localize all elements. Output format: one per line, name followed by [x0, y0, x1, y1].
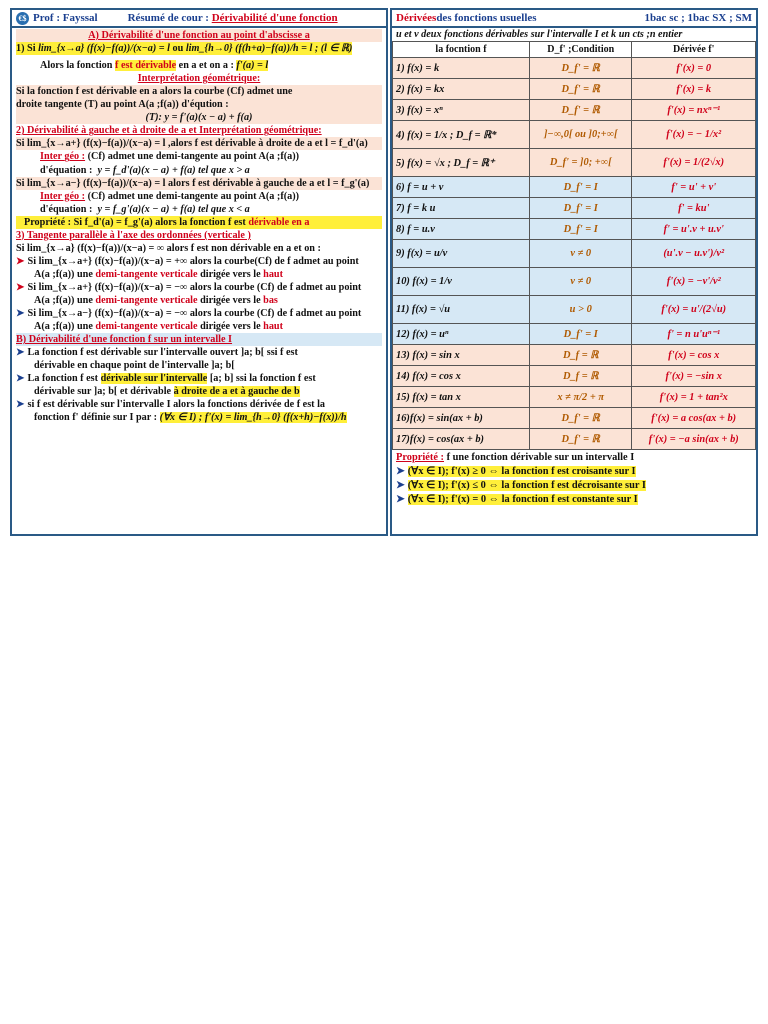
- row-function: 14) f(x) = cos x: [393, 366, 530, 387]
- conclusion-highlight: f est dérivable: [115, 60, 177, 72]
- row-function: 3) f(x) = xⁿ: [393, 100, 530, 121]
- col-function: la focntion f: [393, 42, 530, 58]
- b-item2-line2-pre: dérivable sur ]a; b[ et dérivable: [34, 386, 174, 398]
- row-derivative: f'(x) = −a sin(ax + b): [632, 429, 756, 450]
- definition-line: [16, 42, 352, 55]
- col-domain: D_f' ;Condition: [529, 42, 632, 58]
- property-text: Si f_d'(a) = f_g'(a) alors la fonction f est: [71, 216, 249, 228]
- arrow-icon: ➤: [16, 255, 25, 267]
- case-condition: Si lim_{x→a−} (f(x)−f(a))/(x−a) = −∞ alors la courbe (Cf) de f admet au point: [27, 308, 362, 320]
- right-eq-line: [16, 164, 382, 177]
- row-domain: D_f = ℝ: [529, 366, 632, 387]
- table-row: [393, 268, 756, 296]
- row-function: 15) f(x) = tan x: [393, 387, 530, 408]
- tangent-equation: (T): y = f'(a)(x − a) + f(a): [145, 112, 253, 124]
- arrow-icon: ➤: [396, 466, 405, 478]
- table-row: [393, 58, 756, 79]
- row-domain: D_f' = ℝ: [529, 429, 632, 450]
- table-row: [393, 149, 756, 177]
- col-derivative: Dérivée f': [632, 42, 756, 58]
- table-row: [393, 198, 756, 219]
- property-highlight: dérivable en a: [248, 216, 310, 228]
- cheat-sheet: [10, 8, 758, 536]
- row-derivative: f'(x) = −sin x: [632, 366, 756, 387]
- table-row: [393, 296, 756, 324]
- section-2-title: 2) Dérivabilité à gauche et à droite de a et Interprétation géométrique:: [16, 125, 322, 137]
- section-a-title: A) Dérivabilité d'une fonction au point d'abscisse a: [16, 29, 382, 42]
- left-limit: Si lim_{x→a−} (f(x)−f(a))/(x−a) = l alors f est dérivable à gauche de a et l = f_g'(a): [16, 177, 382, 190]
- section-3-intro: Si lim_{x→a} (f(x)−f(a))/(x−a) = ∞ alors f est non dérivable en a et on :: [16, 242, 321, 254]
- right-panel: [390, 8, 758, 536]
- b-item2-highlight: dérivable sur l'intervalle: [100, 373, 208, 385]
- resume-topic: Dérivabilité d'une fonction: [211, 12, 338, 24]
- row-domain: D_f' = ℝ: [529, 408, 632, 429]
- row-domain: D_f' = I: [529, 177, 632, 198]
- conclusion-pre: Alors la fonction: [40, 60, 115, 72]
- right-geo: (Cf) admet une demi-tangente au point A(a ;f(a)): [85, 151, 299, 163]
- table-row: [393, 121, 756, 149]
- right-property-text: f une fonction dérivable sur un intervalle I: [444, 452, 635, 463]
- table-row: [393, 219, 756, 240]
- row-derivative: f' = u' + v': [632, 177, 756, 198]
- table-row: [393, 429, 756, 450]
- row-function: 11) f(x) = √u: [393, 296, 530, 324]
- property-increasing: (∀x ∈ I); f'(x) ≥ 0 ⇔ la fonction f est croisante sur I: [407, 466, 636, 478]
- case-pre: A(a ;f(a)) une: [34, 321, 96, 333]
- row-function: 9) f(x) = u/v: [393, 240, 530, 268]
- row-domain: D_f' = ]0; +∞[: [529, 149, 632, 177]
- case-post: dirigée vers le: [197, 268, 264, 280]
- arrow-icon: ➤: [396, 480, 405, 492]
- conclusion-equation: f'(a) = l: [236, 60, 269, 72]
- def-prefix: 1) Si: [16, 43, 39, 55]
- case-direction: bas: [263, 294, 278, 306]
- left-content: [12, 28, 386, 425]
- left-eq: y = f_g'(a)(x − a) + f(a) tel que x < a: [97, 203, 250, 215]
- property-decreasing: (∀x ∈ I); f'(x) ≤ 0 ⇔ la fonction f est décroisante sur I: [407, 480, 646, 492]
- row-function: 16)f(x) = sin(ax + b): [393, 408, 530, 429]
- right-eq-label: d'équation :: [40, 164, 93, 176]
- row-domain: u > 0: [529, 296, 632, 324]
- row-derivative: f' = n u'uⁿ⁻¹: [632, 324, 756, 345]
- row-derivative: f' = u'.v + u.v': [632, 219, 756, 240]
- row-function: 13) f(x) = sin x: [393, 345, 530, 366]
- b-item3-line1: si f est dérivable sur l'intervalle I alors la fonctions dérivée de f est la: [27, 399, 326, 411]
- row-derivative: f'(x) = k: [632, 79, 756, 100]
- case-post: dirigée vers le: [197, 294, 264, 306]
- conclusion-mid: en a et on a :: [176, 60, 237, 72]
- table-row: [393, 240, 756, 268]
- interp-line-2: droite tangente (T) au point A(a ;f(a)) d'éqution :: [16, 99, 229, 111]
- row-domain: v ≠ 0: [529, 240, 632, 268]
- logo-icon: €$: [16, 12, 29, 25]
- left-geo: (Cf) admet une demi-tangente au point A(a ;f(a)): [85, 190, 299, 202]
- table-row: [393, 100, 756, 121]
- left-eq-line: [16, 203, 382, 216]
- case-pre: A(a ;f(a)) une: [34, 294, 96, 306]
- row-domain: x ≠ π/2 + π: [529, 387, 632, 408]
- vertical-case-3: [16, 307, 382, 333]
- row-derivative: f' = ku': [632, 198, 756, 219]
- prof-name: Prof : Fayssal: [33, 12, 98, 24]
- row-derivative: f'(x) = − 1/x²: [632, 121, 756, 149]
- interp-block: [16, 85, 382, 124]
- arrow-icon: ➤: [16, 347, 25, 359]
- property-label: Propriété :: [24, 216, 72, 228]
- row-derivative: f'(x) = −v'/v²: [632, 268, 756, 296]
- table-row: [393, 324, 756, 345]
- right-header: [392, 10, 756, 28]
- arrow-icon: ➤: [396, 494, 405, 506]
- row-derivative: f'(x) = 1/(2√x): [632, 149, 756, 177]
- case-highlight: demi-tangente verticale: [95, 294, 198, 306]
- vertical-case-2: [16, 281, 382, 307]
- case-post: dirigée vers le: [197, 321, 264, 333]
- row-function: 5) f(x) = √x ; D_f = ℝ⁺: [393, 149, 530, 177]
- row-domain: D_f' = ℝ: [529, 58, 632, 79]
- row-function: 10) f(x) = 1/v: [393, 268, 530, 296]
- left-eq-label: d'équation :: [40, 203, 93, 215]
- case-highlight: demi-tangente verticale: [95, 268, 198, 280]
- derivatives-table: [392, 41, 756, 450]
- right-limit: Si lim_{x→a+} (f(x)−f(a))/(x−a) = l ,alors f est dérivable à droite de a et l = f_d'(a): [16, 137, 382, 150]
- b-item3-line2-pre: fonction f' définie sur I par :: [34, 412, 160, 424]
- row-domain: D_f' = ℝ: [529, 100, 632, 121]
- right-geo-line: [16, 150, 382, 163]
- inter-geo-label-2: Inter géo :: [40, 190, 86, 202]
- arrow-icon: ➤: [16, 373, 25, 385]
- def-limit-1: lim_{x→a} (f(x)−f(a))/(x−a) = l: [38, 43, 170, 55]
- section-3-title: 3) Tangente parallèle à l'axe des ordonnées (verticale ): [16, 229, 251, 241]
- row-function: 1) f(x) = k: [393, 58, 530, 79]
- row-domain: D_f' = I: [529, 324, 632, 345]
- def-or: ou: [169, 43, 186, 55]
- row-derivative: f'(x) = 1 + tan²x: [632, 387, 756, 408]
- row-domain: D_f' = I: [529, 219, 632, 240]
- row-derivative: f'(x) = 0: [632, 58, 756, 79]
- b-item2-line2-highlight: à droite de a et à gauche de b: [173, 386, 300, 398]
- interp-title: Interprétation géométrique:: [137, 73, 261, 85]
- table-row: [393, 408, 756, 429]
- table-row: [393, 387, 756, 408]
- row-function: 6) f = u + v: [393, 177, 530, 198]
- row-domain: D_f' = ℝ: [529, 79, 632, 100]
- row-domain: v ≠ 0: [529, 268, 632, 296]
- left-panel: [10, 8, 388, 536]
- row-derivative: f'(x) = a cos(ax + b): [632, 408, 756, 429]
- table-body: [393, 58, 756, 450]
- row-domain: D_f' = I: [529, 198, 632, 219]
- resume-label: Résumé de cour :: [127, 12, 209, 24]
- b-item2-post: [a; b] ssi la fonction f est: [207, 373, 316, 385]
- interp-line-1: Si la fonction f est dérivable en a alors la courbe (Cf) admet une: [16, 86, 293, 98]
- b-item3-line2-highlight: (∀x ∈ I) ; f'(x) = lim_{h→0} (f(x+h)−f(x))/h: [159, 412, 347, 424]
- arrow-icon: ➤: [16, 308, 25, 320]
- right-intro: u et v deux fonctions dérivables sur l'intervalle I et k un cts ;n entier: [396, 29, 683, 40]
- case-highlight: demi-tangente verticale: [95, 321, 198, 333]
- row-derivative: f'(x) = cos x: [632, 345, 756, 366]
- right-eq: y = f_d'(a)(x − a) + f(a) tel que x > a: [97, 164, 250, 176]
- row-function: 8) f = u.v: [393, 219, 530, 240]
- inter-geo-label-1: Inter géo :: [40, 151, 86, 163]
- row-function: 4) f(x) = 1/x ; D_f = ℝ*: [393, 121, 530, 149]
- row-domain: D_f = ℝ: [529, 345, 632, 366]
- row-function: 2) f(x) = kx: [393, 79, 530, 100]
- right-classes: 1bac sc ; 1bac SX ; SM: [644, 12, 752, 24]
- row-derivative: f'(x) = nxⁿ⁻¹: [632, 100, 756, 121]
- table-row: [393, 366, 756, 387]
- b-item2-pre: La fonction f est: [27, 373, 101, 385]
- row-function: 12) f(x) = uⁿ: [393, 324, 530, 345]
- case-condition: Si lim_{x→a+} (f(x)−f(a))/(x−a) = −∞ alors la courbe (Cf) de f admet au point: [27, 281, 362, 293]
- right-title-rest: des fonctions usuelles: [436, 12, 537, 24]
- arrow-icon: ➤: [16, 399, 25, 411]
- table-row: [393, 345, 756, 366]
- row-function: 17)f(x) = cos(ax + b): [393, 429, 530, 450]
- section-b-title: B) Dérivabilité d'une fonction f sur un intervalle I: [16, 333, 382, 346]
- def-limit-2: lim_{h→0} (f(h+a)−f(a))/h = l ; (l ∈ ℝ): [185, 43, 353, 55]
- case-pre: A(a ;f(a)) une: [34, 268, 96, 280]
- property-constant: (∀x ∈ I); f'(x) = 0 ⇔ la fonction f est constante sur I: [407, 494, 638, 506]
- vertical-case-1: [16, 255, 382, 281]
- arrow-icon: ➤: [16, 281, 25, 293]
- left-geo-line: [16, 190, 382, 203]
- row-domain: ]−∞,0[ ou ]0;+∞[: [529, 121, 632, 149]
- property-line: [16, 216, 382, 229]
- conclusion-line: [16, 59, 382, 72]
- table-row: [393, 177, 756, 198]
- case-direction: haut: [263, 268, 283, 280]
- left-header: [12, 10, 386, 28]
- row-derivative: (u'.v − u.v')/v²: [632, 240, 756, 268]
- case-direction: haut: [263, 321, 283, 333]
- row-derivative: f'(x) = u'/(2√u): [632, 296, 756, 324]
- b-item1-line1: La fonction f est dérivable sur l'intervalle ouvert ]a; b[ ssi f est: [27, 347, 298, 359]
- table-row: [393, 79, 756, 100]
- b-item1-line2: dérivable en chaque point de l'intervalle ]a; b[: [34, 360, 235, 372]
- right-title-red: Dérivées: [396, 12, 437, 24]
- right-property: [392, 450, 756, 508]
- case-condition: Si lim_{x→a+} (f(x)−f(a))/(x−a) = +∞ alors la courbe(Cf) de f admet au point: [27, 255, 359, 267]
- row-function: 7) f = k u: [393, 198, 530, 219]
- right-property-label: Propriété :: [396, 452, 444, 463]
- table-header-row: [393, 42, 756, 58]
